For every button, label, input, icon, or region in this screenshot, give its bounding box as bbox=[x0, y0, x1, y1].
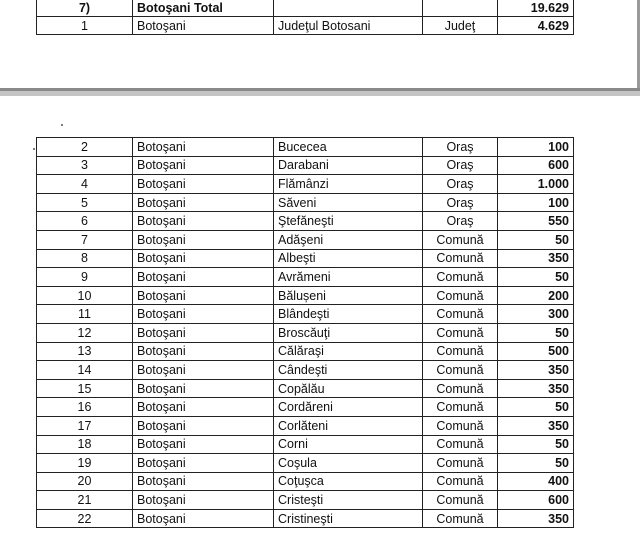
table-row bbox=[37, 454, 574, 473]
value-cell: 400 bbox=[498, 472, 574, 491]
county-cell: Botoşani bbox=[133, 230, 274, 249]
locality-cell: Darabani bbox=[274, 156, 423, 175]
county-cell: Botoşani bbox=[133, 398, 274, 417]
locality-cell: Bălușeni bbox=[274, 286, 423, 305]
county-cell: Botoşani bbox=[133, 268, 274, 287]
value-cell: 350 bbox=[498, 249, 574, 268]
locality-cell: Judeţul Botosani bbox=[274, 17, 423, 35]
table-row bbox=[37, 0, 574, 17]
value-cell: 200 bbox=[498, 286, 574, 305]
value-cell: 50 bbox=[498, 230, 574, 249]
table-row bbox=[37, 323, 574, 342]
table-row bbox=[37, 491, 574, 510]
row-number: 11 bbox=[37, 305, 133, 324]
row-number: 9 bbox=[37, 268, 133, 287]
locality-cell: Broscăuţi bbox=[274, 323, 423, 342]
value-cell: 4.629 bbox=[498, 17, 574, 35]
county-cell: Botoşani bbox=[133, 175, 274, 194]
type-cell: Comună bbox=[423, 509, 498, 528]
scan-speck bbox=[61, 124, 63, 126]
county-cell: Botoşani bbox=[133, 361, 274, 380]
value-cell: 500 bbox=[498, 342, 574, 361]
county-cell: Botoşani bbox=[133, 491, 274, 510]
county-cell: Botoşani bbox=[133, 472, 274, 491]
row-number: 4 bbox=[37, 175, 133, 194]
row-number: 14 bbox=[37, 361, 133, 380]
county-cell: Botoşani bbox=[133, 379, 274, 398]
value-cell: 50 bbox=[498, 435, 574, 454]
county-cell: Botoşani bbox=[133, 342, 274, 361]
locality-cell: Coşula bbox=[274, 454, 423, 473]
row-number: 20 bbox=[37, 472, 133, 491]
county-cell: Botoşani bbox=[133, 416, 274, 435]
type-cell: Comună bbox=[423, 491, 498, 510]
type-cell: Oraş bbox=[423, 212, 498, 231]
locality-cell: Cordăreni bbox=[274, 398, 423, 417]
table-row bbox=[37, 509, 574, 528]
row-number: 19 bbox=[37, 454, 133, 473]
locality-cell: Ştefăneşti bbox=[274, 212, 423, 231]
value-cell: 100 bbox=[498, 138, 574, 157]
table-row bbox=[37, 138, 574, 157]
value-cell: 550 bbox=[498, 212, 574, 231]
locality-cell: Coţuşca bbox=[274, 472, 423, 491]
table-row bbox=[37, 193, 574, 212]
row-number: 13 bbox=[37, 342, 133, 361]
scan-speck bbox=[33, 148, 35, 150]
row-number: 7 bbox=[37, 230, 133, 249]
county-cell: Botoşani bbox=[133, 305, 274, 324]
row-number: 16 bbox=[37, 398, 133, 417]
type-cell: Comună bbox=[423, 416, 498, 435]
locality-cell: Copălău bbox=[274, 379, 423, 398]
value-cell: 300 bbox=[498, 305, 574, 324]
type-cell: Comună bbox=[423, 454, 498, 473]
type-cell: Comună bbox=[423, 286, 498, 305]
locality-cell: Corlăteni bbox=[274, 416, 423, 435]
top-table bbox=[36, 0, 574, 35]
row-number: 15 bbox=[37, 379, 133, 398]
type-cell: Comună bbox=[423, 435, 498, 454]
table-row bbox=[37, 17, 574, 35]
locality-cell: Avrămeni bbox=[274, 268, 423, 287]
table-row bbox=[37, 156, 574, 175]
value-cell: 1.000 bbox=[498, 175, 574, 194]
type-cell: Comună bbox=[423, 361, 498, 380]
county-cell: Botoşani bbox=[133, 156, 274, 175]
value-cell: 350 bbox=[498, 379, 574, 398]
localities-table bbox=[36, 137, 574, 528]
type-cell: Comună bbox=[423, 398, 498, 417]
type-cell: Comună bbox=[423, 323, 498, 342]
locality-cell: Blândeşti bbox=[274, 305, 423, 324]
locality-cell: Albeşti bbox=[274, 249, 423, 268]
row-number: 12 bbox=[37, 323, 133, 342]
county-cell: Botoşani bbox=[133, 286, 274, 305]
county-cell: Botoşani bbox=[133, 509, 274, 528]
locality-cell: Cristineşti bbox=[274, 509, 423, 528]
row-number: 10 bbox=[37, 286, 133, 305]
type-cell: Oraş bbox=[423, 156, 498, 175]
table-row bbox=[37, 268, 574, 287]
locality-cell: Corni bbox=[274, 435, 423, 454]
locality-cell bbox=[274, 0, 423, 17]
value-cell: 600 bbox=[498, 156, 574, 175]
row-number: 2 bbox=[37, 138, 133, 157]
county-cell: Botoşani bbox=[133, 193, 274, 212]
locality-cell: Bucecea bbox=[274, 138, 423, 157]
row-number: 18 bbox=[37, 435, 133, 454]
type-cell bbox=[423, 0, 498, 17]
table-row bbox=[37, 230, 574, 249]
row-number: 17 bbox=[37, 416, 133, 435]
value-cell: 50 bbox=[498, 398, 574, 417]
locality-cell: Călăraşi bbox=[274, 342, 423, 361]
county-cell: Botoşani bbox=[133, 435, 274, 454]
type-cell: Oraş bbox=[423, 175, 498, 194]
page-separator bbox=[0, 91, 640, 96]
type-cell: Comună bbox=[423, 268, 498, 287]
type-cell: Judeţ bbox=[423, 17, 498, 35]
value-cell: 350 bbox=[498, 361, 574, 380]
locality-cell: Adăşeni bbox=[274, 230, 423, 249]
type-cell: Comună bbox=[423, 379, 498, 398]
table-row bbox=[37, 435, 574, 454]
county-cell: Botoşani bbox=[133, 138, 274, 157]
value-cell: 100 bbox=[498, 193, 574, 212]
type-cell: Comună bbox=[423, 342, 498, 361]
value-cell: 50 bbox=[498, 454, 574, 473]
table-row bbox=[37, 361, 574, 380]
county-cell: Botoşani Total bbox=[133, 0, 274, 17]
table-row bbox=[37, 175, 574, 194]
row-number: 1 bbox=[37, 17, 133, 35]
value-cell: 600 bbox=[498, 491, 574, 510]
row-number: 21 bbox=[37, 491, 133, 510]
type-cell: Comună bbox=[423, 230, 498, 249]
table-row bbox=[37, 286, 574, 305]
table-row bbox=[37, 305, 574, 324]
type-cell: Oraş bbox=[423, 138, 498, 157]
value-cell: 350 bbox=[498, 509, 574, 528]
localities-table-body bbox=[37, 138, 574, 528]
row-number: 7) bbox=[37, 0, 133, 17]
table-row bbox=[37, 416, 574, 435]
row-number: 8 bbox=[37, 249, 133, 268]
value-cell: 350 bbox=[498, 416, 574, 435]
county-cell: Botoşani bbox=[133, 17, 274, 35]
row-number: 22 bbox=[37, 509, 133, 528]
top-table-body bbox=[37, 0, 574, 35]
table-row bbox=[37, 379, 574, 398]
table-row bbox=[37, 212, 574, 231]
locality-cell: Cândeşti bbox=[274, 361, 423, 380]
row-number: 3 bbox=[37, 156, 133, 175]
row-number: 6 bbox=[37, 212, 133, 231]
locality-cell: Săveni bbox=[274, 193, 423, 212]
locality-cell: Flămânzi bbox=[274, 175, 423, 194]
table-row bbox=[37, 342, 574, 361]
type-cell: Comună bbox=[423, 249, 498, 268]
county-cell: Botoşani bbox=[133, 249, 274, 268]
row-number: 5 bbox=[37, 193, 133, 212]
table-row bbox=[37, 398, 574, 417]
type-cell: Oraş bbox=[423, 193, 498, 212]
table-row bbox=[37, 472, 574, 491]
county-cell: Botoşani bbox=[133, 454, 274, 473]
value-cell: 50 bbox=[498, 268, 574, 287]
locality-cell: Cristeşti bbox=[274, 491, 423, 510]
table-row bbox=[37, 249, 574, 268]
county-cell: Botoşani bbox=[133, 323, 274, 342]
county-cell: Botoşani bbox=[133, 212, 274, 231]
type-cell: Comună bbox=[423, 472, 498, 491]
type-cell: Comună bbox=[423, 305, 498, 324]
value-cell: 19.629 bbox=[498, 0, 574, 17]
value-cell: 50 bbox=[498, 323, 574, 342]
